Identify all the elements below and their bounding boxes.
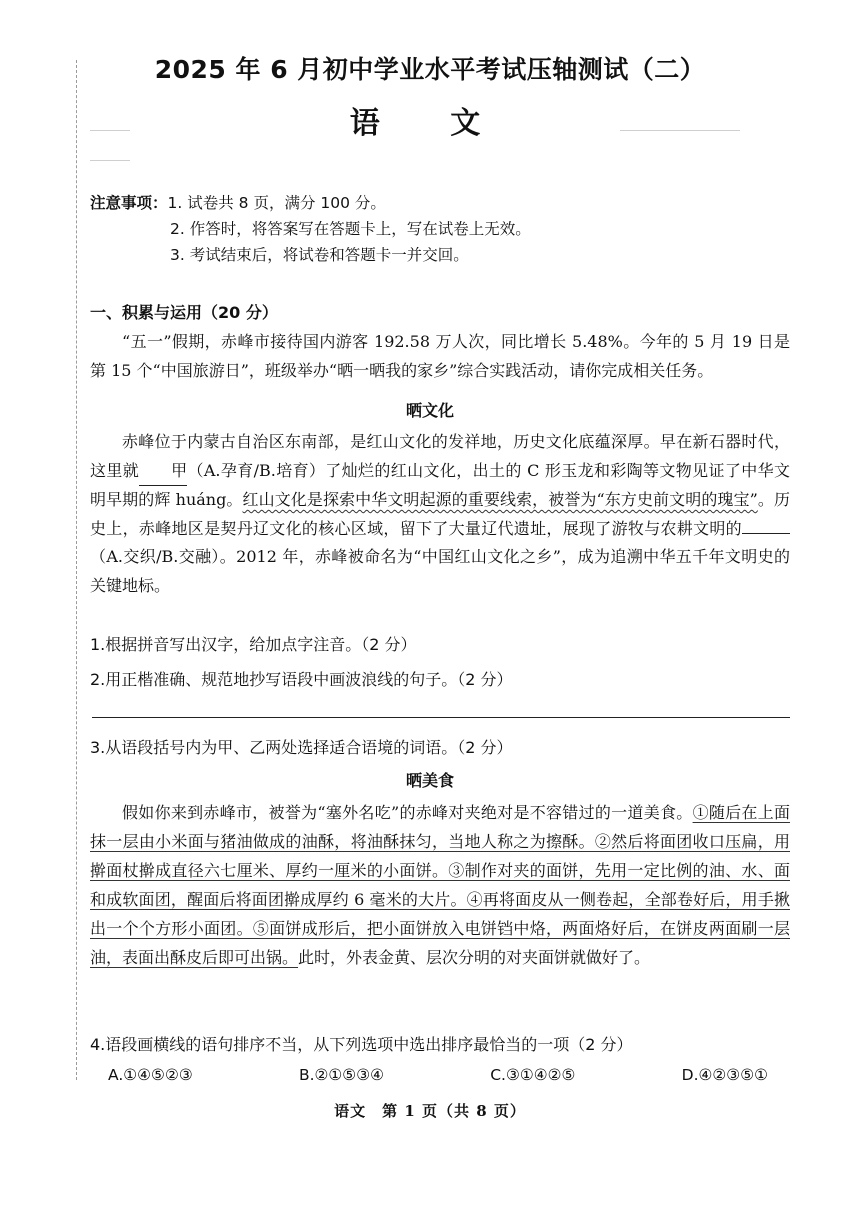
question-1: 1.根据拼音写出汉字，给加点字注音。（2 分）: [90, 635, 417, 654]
culture-paragraph: [90, 428, 790, 600]
intro-paragraph: [90, 328, 790, 385]
divider: [90, 160, 130, 161]
question-4: 4.语段画横线的语句排序不当，从下列选项中选出排序最恰当的一项（2 分）: [90, 1035, 633, 1054]
food-heading: 晒美食: [405, 771, 454, 790]
subject-title: 语 文: [349, 106, 511, 141]
page-footer: 语文 第 1 页（共 8 页）: [334, 1102, 526, 1120]
food-text: 假如你来到赤峰市，被誉为“塞外名吃”的赤峰对夹绝对是不容错过的一道美食。: [122, 803, 693, 822]
underlined-sentences: ①随后在上面抹一层由小米面与猪油做成的油酥，将油酥抹匀，当地人称之为擦酥。②然后将面团收口压扁，用擀面杖擀成直径六七厘米、厚约一厘米的小面饼。③制作对夹的面饼，先用一定比例的油、水、面和成软面团，醒面后将面团擀成厚约 6 毫米的大片。④再将面皮从一侧卷起，全部卷好后，用手揪出一个个方形小面团。⑤面饼成形后，把小面饼放入电饼铛中烙，两面烙好后，在饼皮两面刷一层油，表面出酥皮后即可出锅。: [90, 803, 790, 967]
option-b[interactable]: B.②①⑤③④: [298, 1066, 384, 1084]
option-d[interactable]: D.④②③⑤①: [681, 1066, 768, 1084]
culture-text: 。历史上，赤峰地区是契丹辽文化的核心区域，留下了大量辽代遗址，展现了游牧与农耕文明的: [90, 490, 790, 538]
question-2: 2.用正楷准确、规范地抄写语段中画波浪线的句子。（2 分）: [90, 670, 513, 689]
option-a[interactable]: A.①④⑤②③: [108, 1066, 193, 1084]
binding-margin-line: [76, 60, 77, 1080]
exam-title: 2025 年 6 月初中学业水平考试压轴测试（二）: [154, 55, 706, 84]
section-heading: 一、积累与运用（20 分）: [90, 303, 278, 322]
divider: [90, 130, 130, 131]
notice-item: 3. 考试结束后，将试卷和答题卡一并交回。: [170, 246, 469, 264]
answer-line[interactable]: [92, 717, 790, 718]
culture-text: （A.孕育/B.培育）了灿烂的红山文化，出土的 C 形玉龙和彩陶等文物见证了中华文明早期的辉: [90, 460, 790, 509]
notice-item: 2. 作答时，将答案写在答题卡上，写在试卷上无效。: [170, 220, 531, 238]
intro-text: “五一”假期，赤峰市接待国内游客 192.58 万人次，同比增长 5.48%。今年的 5 月 19 日是第 15 个“中国旅游日”，班级举办“晒一晒我的家乡”综合实践活动，请你完成相关任务。: [90, 332, 790, 380]
notice-label: 注意事项：: [90, 194, 168, 212]
wavy-sentence: 红山文化是探索中华文明起源的重要线索，被誉为“东方史前文明的瑰宝”: [242, 490, 758, 509]
notice-block: [90, 190, 531, 268]
culture-text: （A.交织/B.交融）。2012 年，赤峰被命名为“中国红山文化之乡”，成为追溯中华五千年文明史的关键地标。: [90, 547, 790, 595]
blank-yi: [742, 533, 790, 534]
blank-jia: 甲: [139, 457, 187, 487]
question-3: 3.从语段括号内为甲、乙两处选择适合语境的词语。（2 分）: [90, 738, 513, 757]
divider: [620, 130, 740, 131]
food-paragraph: [90, 798, 790, 972]
option-c[interactable]: C.③①④②⑤: [490, 1066, 576, 1084]
culture-heading: 晒文化: [405, 401, 454, 420]
q4-options: [108, 1066, 768, 1084]
notice-item: 1. 试卷共 8 页，满分 100 分。: [167, 194, 386, 212]
food-text: 此时，外表金黄、层次分明的对夹面饼就做好了。: [298, 948, 651, 967]
culture-text: 赤峰位于内蒙古自治区东南部，是红山文化的发祥地，历史文化底蕴深厚。早在新石器时代，这里就: [90, 432, 790, 480]
pinyin-text: huáng: [175, 490, 227, 509]
culture-text: 。: [226, 490, 243, 509]
